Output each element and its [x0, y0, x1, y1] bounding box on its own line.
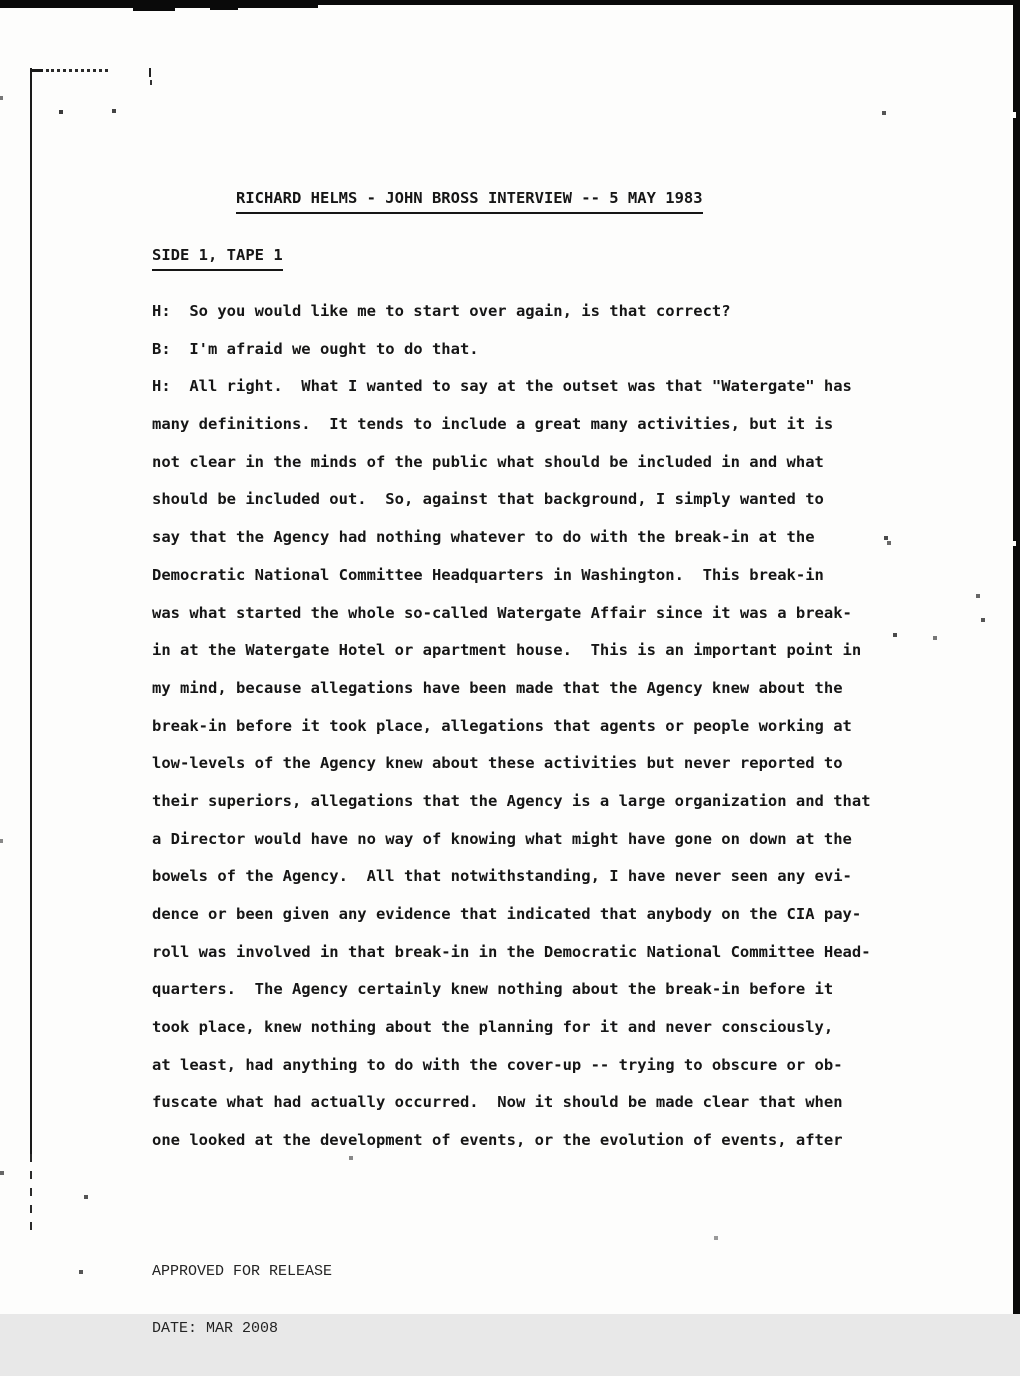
scan-right-edge-artifact	[1013, 0, 1020, 1314]
transcript-line: at least, had anything to do with the cover-up -- trying to obscure or ob-	[152, 1055, 843, 1074]
transcript-line: Democratic National Committee Headquarters in Washington. This break-in	[152, 565, 824, 584]
corner-dash-mark	[31, 69, 43, 72]
transcript-line: their superiors, allegations that the Agency is a large organization and that	[152, 791, 871, 810]
transcript-line: H: So you would like me to start over again, is that correct?	[152, 302, 731, 320]
transcript-line: in at the Watergate Hotel or apartment house. This is an important point in	[152, 641, 862, 660]
transcript-line: not clear in the minds of the public what should be included in and what	[152, 452, 824, 471]
transcript-line: H: All right. What I wanted to say at the outset was that "Watergate" has	[152, 377, 852, 396]
page-left-border-line-dashed	[30, 1154, 32, 1238]
scan-noise-specks	[0, 0, 2, 2]
approved-for-release-stamp	[152, 1224, 332, 1376]
scan-top-edge-bump	[133, 0, 175, 11]
corner-dotted-mark	[46, 69, 108, 72]
transcript-line: should be included out. So, against that background, I simply wanted to	[152, 490, 824, 509]
transcript-line: one looked at the development of events, or the evolution of events, after	[152, 1131, 843, 1150]
section-heading: SIDE 1, TAPE 1	[152, 246, 283, 271]
transcript-line: bowels of the Agency. All that notwithstanding, I have never seen any evi-	[152, 867, 852, 886]
transcript-line: quarters. The Agency certainly knew nothing about the break-in before it	[152, 980, 834, 999]
stray-ink-mark	[150, 80, 152, 85]
scan-right-edge-notch	[1013, 112, 1016, 118]
release-stamp-line1: APPROVED FOR RELEASE	[152, 1263, 333, 1280]
transcript-line: many definitions. It tends to include a great many activities, but it is	[152, 415, 834, 434]
transcript-line: B: I'm afraid we ought to do that.	[152, 339, 479, 358]
stray-ink-mark	[149, 68, 151, 77]
transcript-line: took place, knew nothing about the planning for it and never consciously,	[152, 1018, 834, 1037]
transcript-line: dence or been given any evidence that indicated that anybody on the CIA pay-	[152, 905, 862, 923]
page-left-border-line	[30, 68, 32, 1154]
transcript-line: low-levels of the Agency knew about these activities but never reported to	[152, 754, 843, 773]
transcript-line: roll was involved in that break-in in the Democratic National Committee Head-	[152, 942, 871, 961]
transcript-line: was what started the whole so-called Watergate Affair since it was a break-	[152, 603, 852, 622]
document-title: RICHARD HELMS - JOHN BROSS INTERVIEW -- 5 MAY 1983	[236, 189, 703, 214]
transcript-line: say that the Agency had nothing whatever to do with the break-in at the	[152, 528, 815, 547]
release-stamp-line2: DATE: MAR 2008	[152, 1320, 279, 1337]
scan-top-edge-bump	[210, 0, 238, 10]
transcript-line: my mind, because allegations have been made that the Agency knew about the	[152, 678, 843, 697]
transcript-body	[152, 293, 912, 1160]
scan-right-edge-notch	[1013, 541, 1016, 546]
transcript-line: a Director would have no way of knowing what might have gone on down at the	[152, 829, 852, 848]
transcript-line: break-in before it took place, allegations that agents or people working at	[152, 716, 852, 735]
transcript-line: fuscate what had actually occurred. Now it should be made clear that when	[152, 1093, 843, 1112]
